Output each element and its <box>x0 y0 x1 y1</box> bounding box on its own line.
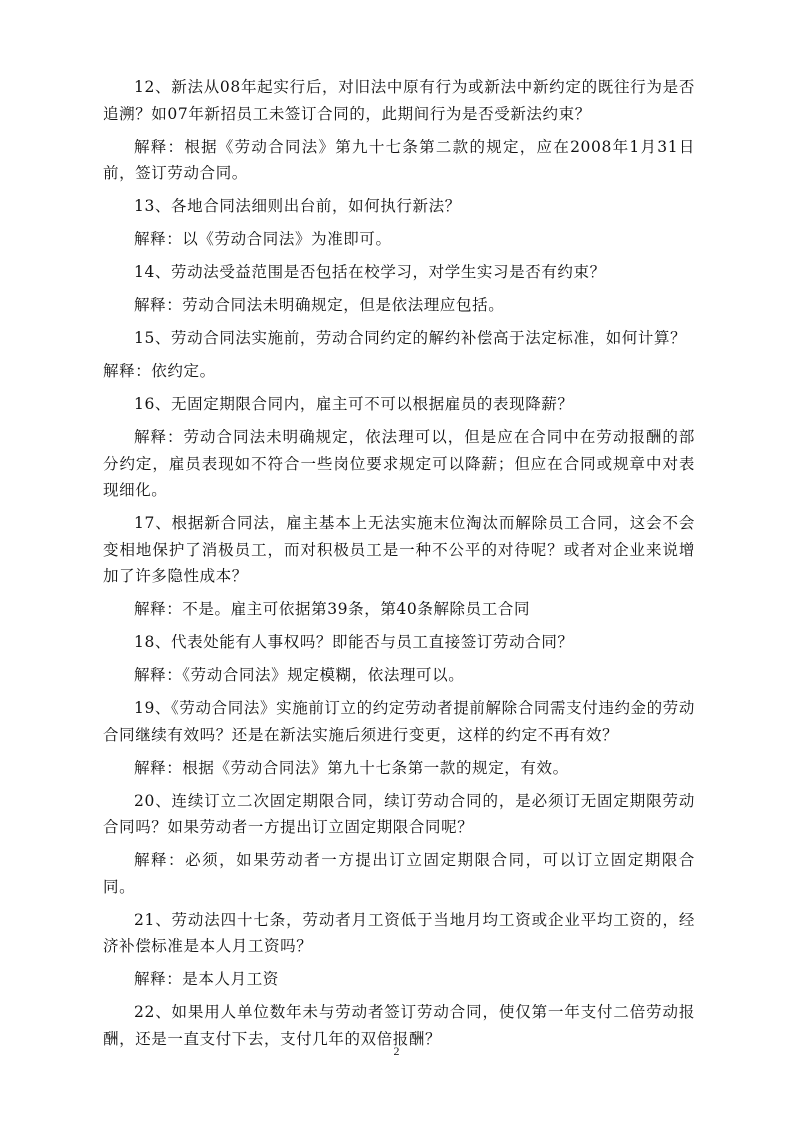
question-21: 21、劳动法四十七条，劳动者月工资低于当地月均工资或企业平均工资的，经济补偿标准是本人月工资吗？ <box>103 910 695 955</box>
answer-15: 解释：依约定。 <box>103 362 216 380</box>
answer-17: 解释：不是。雇主可依据第39条，第40条解除员工合同 <box>134 600 531 618</box>
document-body <box>103 74 695 1059</box>
answer-13: 解释：以《劳动合同法》为准即可。 <box>134 230 392 248</box>
question-22: 22、如果用人单位数年未与劳动者签订劳动合同，使仅第一年支付二倍劳动报酬，还是一直支付下去，支付几年的双倍报酬？ <box>103 1003 695 1048</box>
question-16: 16、无固定期限合同内，雇主可不可以根据雇员的表现降薪？ <box>134 395 574 413</box>
answer-12: 解释：根据《劳动合同法》第九十七条第二款的规定，应在2008年1月31日前，签订劳动合同。 <box>103 137 695 182</box>
answer-14: 解释：劳动合同法未明确规定，但是依法理应包括。 <box>134 296 505 314</box>
question-19: 19、《劳动合同法》实施前订立的约定劳动者提前解除合同需支付违约金的劳动合同继续有效吗？还是在新法实施后须进行变更，这样的约定不再有效？ <box>103 699 695 744</box>
question-14: 14、劳动法受益范围是否包括在校学习，对学生实习是否有约束？ <box>134 263 606 281</box>
answer-19: 解释：根据《劳动合同法》第九十七条第一款的规定，有效。 <box>134 758 569 777</box>
question-12: 12、新法从08年起实行后，对旧法中原有行为或新法中新约定的既往行为是否追溯？如07年新招员工未签订合同的，此期间行为是否受新法约束？ <box>103 78 695 123</box>
answer-21: 解释：是本人月工资 <box>134 970 279 988</box>
question-20: 20、连续订立二次固定期限合同，续订劳动合同的，是必须订无固定期限劳动合同吗？如果劳动者一方提出订立固定期限合同呢？ <box>103 791 695 836</box>
question-18: 18、代表处能有人事权吗？即能否与员工直接签订劳动合同？ <box>134 633 574 651</box>
page-number: 2 <box>393 1044 400 1058</box>
question-15: 15、劳动合同法实施前，劳动合同约定的解约补偿高于法定标准，如何计算？ <box>134 329 687 347</box>
answer-16: 解释：劳动合同法未明确规定，依法理可以，但是应在合同中在劳动报酬的部分约定，雇员表现如不符合一些岗位要求规定可以降薪；但应在合同或规章中对表现细化。 <box>103 428 695 499</box>
question-13: 13、各地合同法细则出台前，如何执行新法？ <box>134 197 461 215</box>
answer-18: 解释：《劳动合同法》规定模糊，依法理可以。 <box>134 666 465 684</box>
answer-20: 解释：必须，如果劳动者一方提出订立固定期限合同，可以订立固定期限合同。 <box>103 851 695 896</box>
question-17: 17、根据新合同法，雇主基本上无法实施末位淘汰而解除员工合同，这会不会变相地保护了消极员工，而对积极员工是一种不公平的对待呢？或者对企业来说增加了许多隐性成本？ <box>103 514 695 585</box>
